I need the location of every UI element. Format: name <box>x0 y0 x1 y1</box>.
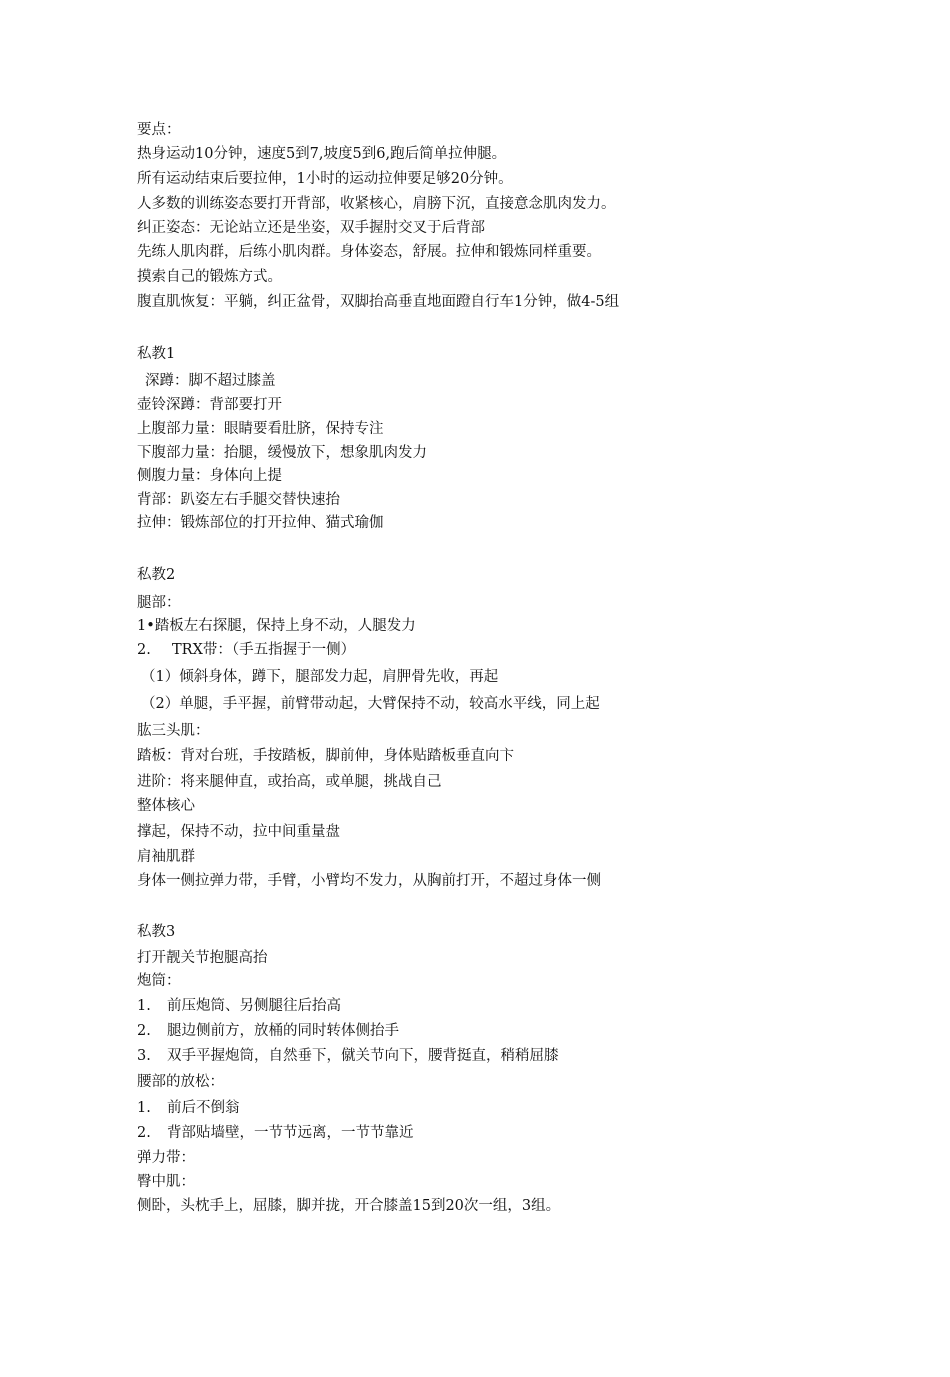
section-heading-key-points: 要点： <box>137 122 181 138</box>
list-text: 腿边侧前方，放桶的同时转体侧抬手 <box>167 1023 399 1039</box>
paragraph-line: 腹直肌恢复：平躺，纠正盆骨，双脚抬高垂直地面蹬自行车1分钟，做4-5组 <box>137 294 620 310</box>
list-number: 2. <box>137 642 151 658</box>
paragraph-line: 弹力带： <box>137 1150 195 1166</box>
paragraph-line: 所有运动结束后要拉伸，1小时的运动拉伸要足够20分钟。 <box>137 171 513 187</box>
paragraph-line: 热身运动10分钟，速度5到7,坡度5到6,跑后简单拉伸腿。 <box>137 146 507 162</box>
paragraph-line: 撑起，保持不动，拉中间重量盘 <box>137 824 340 840</box>
paragraph-line: 侧卧，头枕手上，屈膝，脚并拢，开合膝盖15到20次一组，3组。 <box>137 1198 561 1214</box>
list-text: 前压炮筒、另侧腿往后抬高 <box>167 998 341 1014</box>
list-text: 背部贴墙壁，一节节远离，一节节靠近 <box>167 1125 414 1141</box>
list-text: 前后不倒翁 <box>167 1100 240 1116</box>
paragraph-line: 炮筒： <box>137 973 181 989</box>
list-number: 2. <box>137 1023 151 1039</box>
list-item <box>137 1046 559 1066</box>
sub-item: （2）单腿，手平握，前臂带动起，大臂保持不动，较高水平线，同上起 <box>141 696 600 712</box>
paragraph-line: 壶铃深蹲：背部要打开 <box>137 397 282 413</box>
paragraph-line: 身体一侧拉弹力带，手臂，小臂均不发力，从胸前打开，不超过身体一侧 <box>137 873 601 889</box>
paragraph-line: 先练人肌肉群，后练小肌肉群。身体姿态，舒展。拉伸和锻炼同样重要。 <box>137 244 601 260</box>
paragraph-line: 深蹲：脚不超过膝盖 <box>145 373 276 389</box>
paragraph-line: 腰部的放松： <box>137 1074 224 1090</box>
list-number: 1. <box>137 998 151 1014</box>
paragraph-line: 1•踏板左右探腿，保持上身不动，人腿发力 <box>137 618 416 634</box>
list-number: 2. <box>137 1125 151 1141</box>
list-number: 3. <box>137 1048 151 1064</box>
list-item <box>137 640 355 660</box>
paragraph-line: 肱三头肌： <box>137 723 210 739</box>
paragraph-line: 肩袖肌群 <box>137 849 195 865</box>
list-text: TRX带：（手五指握于一侧） <box>172 642 356 658</box>
list-item <box>137 1098 240 1118</box>
list-number: 1. <box>137 1100 151 1116</box>
paragraph-line: 拉伸：锻炼部位的打开拉伸、猫式瑜伽 <box>137 515 384 531</box>
section-heading-trainer-1: 私教1 <box>137 346 176 362</box>
paragraph-line: 人多数的训练姿态要打开背部，收紧核心，肩膀下沉，直接意念肌肉发力。 <box>137 196 616 212</box>
paragraph-line: 纠正姿态：无论站立还是坐姿，双手握肘交叉于后背部 <box>137 220 485 236</box>
sub-item: （1）倾斜身体，蹲下，腿部发力起，肩胛骨先收，再起 <box>141 669 499 685</box>
list-text: 双手平握炮筒，自然垂下，僦关节向下，腰背挺直，稍稍屈膝 <box>167 1048 559 1064</box>
paragraph-line: 打开靓关节抱腿高抬 <box>137 950 268 966</box>
paragraph-line: 踏板：背对台班，手按踏板，脚前伸，身体贴踏板垂直向卞 <box>137 748 514 764</box>
paragraph-line: 背部：趴姿左右手腿交替快速抬 <box>137 492 340 508</box>
section-heading-trainer-2: 私教2 <box>137 567 176 583</box>
paragraph-line: 腿部： <box>137 595 181 611</box>
paragraph-line: 进阶：将来腿伸直，或抬高，或单腿，挑战自己 <box>137 774 442 790</box>
section-heading-trainer-3: 私教3 <box>137 924 176 940</box>
paragraph-line: 上腹部力量：眼睛要看肚脐，保持专注 <box>137 421 384 437</box>
paragraph-line: 臀中肌： <box>137 1174 195 1190</box>
list-item <box>137 996 341 1016</box>
list-item <box>137 1021 399 1041</box>
paragraph-line: 侧腹力量：身体向上提 <box>137 468 282 484</box>
paragraph-line: 摸索自己的锻炼方式。 <box>137 269 282 285</box>
paragraph-line: 整体核心 <box>137 798 195 814</box>
list-item <box>137 1123 414 1143</box>
paragraph-line: 下腹部力量：抬腿，缓慢放下，想象肌肉发力 <box>137 445 427 461</box>
